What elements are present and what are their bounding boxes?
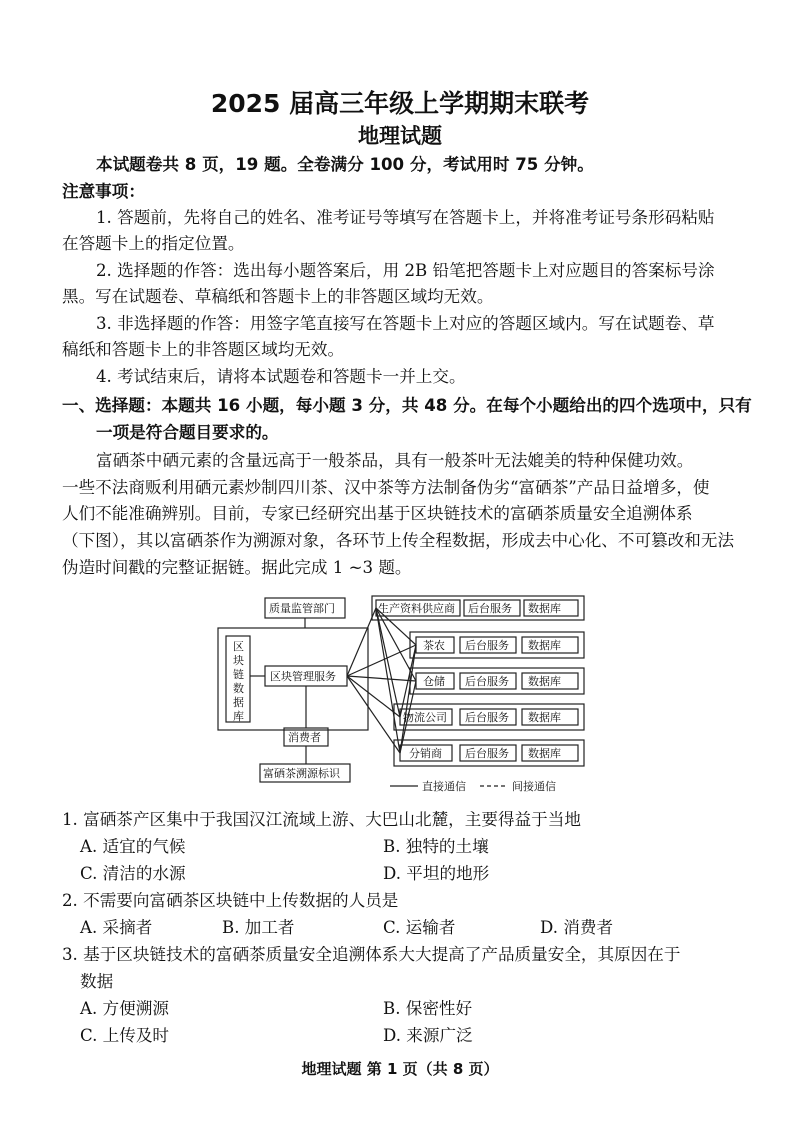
- passage-line: 伪造时间戳的完整证据链。据此完成 1 ~3 题。: [62, 558, 412, 577]
- option-b: B. 保密性好: [383, 999, 473, 1018]
- question-stem: 1. 富硒茶产区集中于我国汉江流域上游、大巴山北麓，主要得益于当地: [62, 810, 581, 829]
- service-label: 后台服务: [465, 639, 509, 652]
- db-label: 数据库: [528, 747, 561, 760]
- supervision-label: 质量监管部门: [269, 602, 335, 615]
- option-d: D. 平坦的地形: [383, 864, 490, 883]
- entity-label: 生产资料供应商: [378, 602, 455, 615]
- option-d: D. 来源广泛: [383, 1026, 473, 1045]
- notice-line: 4. 考试结束后，请将本试题卷和答题卡一并上交。: [96, 367, 466, 386]
- notice-line: 2. 选择题的作答：选出每小题答案后，用 2B 铅笔把答题卡上对应题目的答案标号涂: [96, 261, 715, 280]
- notice-line: 在答题卡上的指定位置。: [62, 234, 245, 253]
- entity-label: 分销商: [409, 747, 442, 760]
- blockchain-db-char: 数: [233, 682, 244, 695]
- notice-line: 黑。写在试题卷、草稿纸和答题卡上的非答题区域均无效。: [62, 287, 494, 306]
- legend-direct: 直接通信: [422, 780, 466, 793]
- service-label: 后台服务: [465, 675, 509, 688]
- option-b: B. 独特的土壤: [383, 837, 489, 856]
- db-label: 数据库: [528, 602, 561, 615]
- option-b: B. 加工者: [222, 918, 295, 937]
- blockchain-db-char: 块: [233, 654, 244, 667]
- section-heading-cont: 一项是符合题目要求的。: [96, 423, 279, 442]
- passage-line: （下图），其以富硒茶作为溯源对象，各环节上传全程数据，形成去中心化、不可篡改和无法: [62, 531, 735, 550]
- service-label: 后台服务: [468, 602, 512, 615]
- notice-heading: 注意事项：: [62, 182, 145, 201]
- blockchain-db-char: 区: [233, 640, 244, 653]
- entity-label: 物流公司: [403, 711, 447, 724]
- option-c: C. 运输者: [383, 918, 456, 937]
- page-footer: 地理试题 第 1 页（共 8 页）: [301, 1060, 499, 1078]
- service-label: 后台服务: [465, 711, 509, 724]
- option-c: C. 上传及时: [80, 1026, 170, 1045]
- blockchain-db-char: 链: [233, 668, 244, 681]
- db-label: 数据库: [528, 639, 561, 652]
- option-a: A. 适宜的气候: [80, 837, 186, 856]
- db-label: 数据库: [528, 711, 561, 724]
- traceability-diagram: [210, 590, 590, 800]
- entity-label: 仓储: [423, 675, 445, 688]
- legend-indirect: 间接通信: [512, 780, 556, 793]
- service-label: 后台服务: [465, 747, 509, 760]
- notice-line: 3. 非选择题的作答：用签字笔直接写在答题卡上对应的答题区域内。写在试题卷、草: [96, 314, 715, 333]
- blockchain-db-char: 据: [233, 696, 244, 709]
- management-label: 区块管理服务: [270, 670, 336, 683]
- consumer-label: 消费者: [288, 731, 321, 744]
- exam-title: 2025 届高三年级上学期期末联考: [210, 89, 590, 118]
- passage-line: 富硒茶中硒元素的含量远高于一般茶品，具有一般茶叶无法媲美的特种保健功效。: [96, 451, 694, 470]
- entity-label: 茶农: [423, 639, 445, 652]
- intro-line: 本试题卷共 8 页，19 题。全卷满分 100 分，考试用时 75 分钟。: [96, 155, 594, 174]
- question-stem-cont: 数据: [80, 972, 114, 991]
- section-heading: 一、选择题：本题共 16 小题，每小题 3 分，共 48 分。在每个小题给出的四个选项中，只有: [62, 396, 752, 415]
- db-label: 数据库: [528, 675, 561, 688]
- question-stem: 2. 不需要向富硒茶区块链中上传数据的人员是: [62, 891, 399, 910]
- passage-line: 一些不法商贩利用硒元素炒制四川茶、汉中茶等方法制备伪劣“富硒茶”产品日益增多，使: [62, 478, 710, 497]
- trace-label: 富硒茶溯源标识: [263, 767, 340, 780]
- question-stem: 3. 基于区块链技术的富硒茶质量安全追溯体系大大提高了产品质量安全，其原因在于: [62, 945, 681, 964]
- notice-line: 稿纸和答题卡上的非答题区域均无效。: [62, 340, 345, 359]
- option-d: D. 消费者: [540, 918, 614, 937]
- notice-line: 1. 答题前，先将自己的姓名、准考证号等填写在答题卡上，并将准考证号条形码粘贴: [96, 208, 715, 227]
- exam-subtitle: 地理试题: [358, 124, 442, 148]
- passage-line: 人们不能准确辨别。目前，专家已经研究出基于区块链技术的富硒茶质量安全追溯体系: [62, 504, 693, 523]
- blockchain-db-char: 库: [233, 710, 244, 723]
- option-a: A. 采摘者: [80, 918, 153, 937]
- option-a: A. 方便溯源: [80, 999, 169, 1018]
- option-c: C. 清洁的水源: [80, 864, 186, 883]
